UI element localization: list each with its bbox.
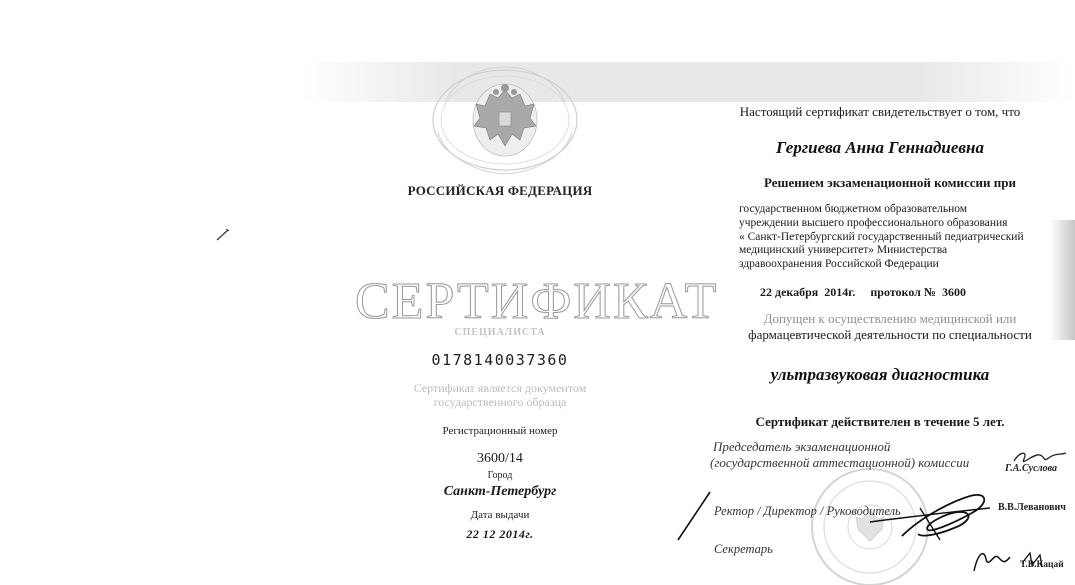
note-line-1: Сертификат является документом	[413, 381, 587, 395]
institution-line: учреждении высшего профессионального образования	[739, 216, 1008, 229]
certificate-number: 0178140037360	[431, 351, 569, 369]
rector-label: Ректор / Директор / Руководитель	[714, 504, 901, 518]
chairman-label-line-2: (государственной аттестационной) комиссии	[710, 455, 970, 470]
institution-line: « Санкт-Петербургский государственный педиатрический	[739, 230, 1024, 243]
issue-date-label: Дата выдачи	[470, 509, 530, 521]
pen-mark-icon	[215, 226, 231, 242]
admission-line-1: Допущен к осуществлению медицинской или	[763, 311, 1017, 326]
holder-name: Гергиева Анна Геннадиевна	[776, 138, 984, 157]
secretary-signature-icon	[970, 545, 1070, 577]
testifies-text: Настоящий сертификат свидетельствует о том, что	[739, 104, 1021, 119]
certificate-subtitle: СПЕЦИАЛИСТА	[454, 327, 546, 338]
institution-line: медицинский университет» Министерства	[739, 244, 948, 257]
background-tone	[300, 62, 1075, 102]
secretary-label: Секретарь	[714, 542, 773, 556]
country-name: РОССИЙСКАЯ ФЕДЕРАЦИЯ	[407, 183, 593, 198]
registration-label: Регистрационный номер	[442, 425, 558, 437]
rector-signature-icon	[670, 478, 1000, 558]
coat-of-arms-icon	[430, 62, 580, 180]
commission-decision: Решением экзаменационной комиссии при	[763, 175, 1016, 190]
rector-name: В.В.Леванович	[998, 502, 1066, 513]
chairman-label-line-1: Председатель экзаменационной	[713, 439, 891, 454]
institution-line: здравоохранения Российской Федерации	[739, 258, 939, 271]
issue-date-value: 22 12 2014г.	[466, 527, 534, 541]
chairman-name: Г.А.Суслова	[1005, 463, 1058, 474]
certificate-title: СЕРТИФИКАТ	[355, 273, 719, 330]
admission-text	[700, 311, 1075, 343]
chairman-signature-icon	[1010, 445, 1070, 471]
institution-block	[739, 203, 1069, 272]
certificate-note	[360, 381, 640, 409]
institution-line: государственном бюджетном образовательном	[739, 203, 968, 215]
validity-text: Сертификат действителен в течение 5 лет.	[755, 414, 1005, 429]
city-label: Город	[487, 470, 513, 481]
note-line-2: государственного образца	[433, 395, 567, 409]
secretary-name: Т.В.Кацай	[1020, 560, 1064, 570]
city-value: Санкт-Петербург	[443, 484, 557, 499]
registration-number: 3600/14	[477, 451, 523, 466]
admission-line-2: фармацевтической деятельности по специальности	[748, 327, 1032, 342]
specialty-name: ультразвуковая диагностика	[770, 365, 990, 384]
protocol-line: 22 декабря 2014г. протокол № 3600	[760, 285, 966, 299]
